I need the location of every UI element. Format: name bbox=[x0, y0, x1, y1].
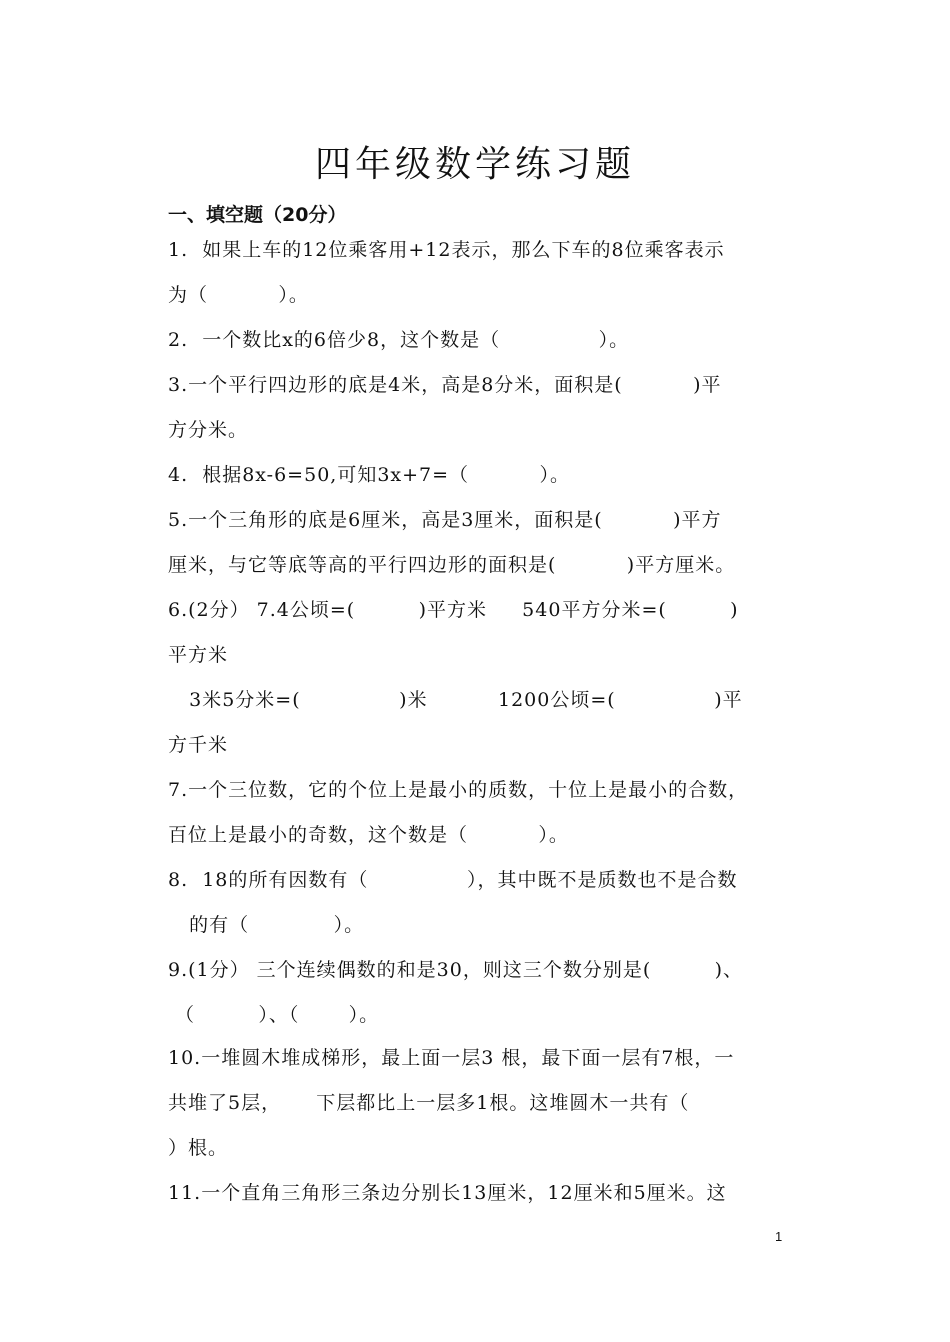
page-number: 1 bbox=[775, 1229, 783, 1244]
question-line: 3.一个平行四边形的底是4米，高是8分米，面积是( )平 bbox=[168, 374, 722, 396]
question-line: 7.一个三位数，它的个位上是最小的质数，十位上是最小的合数， bbox=[168, 779, 749, 801]
question-line: 共堆了5层， 下层都比上一层多1根。这堆圆木一共有（ bbox=[168, 1092, 690, 1114]
question-line: 4. 根据8x-6=50,可知3x+7=（ ）。 bbox=[168, 464, 570, 486]
question-line: 6.(2分） 7.4公顷=( )平方米 540平方分米=( ) bbox=[168, 599, 739, 621]
question-line: 3米5分米=( )米 1200公顷=( )平 bbox=[168, 689, 743, 711]
page-title: 四年级数学练习题 bbox=[314, 144, 635, 185]
question-line: 1. 如果上车的12位乘客用+12表示，那么下车的8位乘客表示 bbox=[168, 239, 725, 261]
question-line: 为（ ）。 bbox=[168, 284, 309, 306]
question-line: 9.(1分） 三个连续偶数的和是30，则这三个数分别是( )、 bbox=[168, 959, 744, 981]
question-line: （ ）、（ ）。 bbox=[168, 1004, 380, 1026]
question-line: 平方米 bbox=[168, 644, 229, 666]
question-line: ）根。 bbox=[168, 1137, 229, 1159]
question-line: 厘米，与它等底等高的平行四边形的面积是( )平方厘米。 bbox=[168, 554, 736, 576]
question-line: 5.一个三角形的底是6厘米，高是3厘米，面积是( )平方 bbox=[168, 509, 722, 531]
question-line: 的有（ ）。 bbox=[168, 914, 365, 936]
question-line: 方千米 bbox=[168, 734, 229, 756]
question-line: 10.一堆圆木堆成梯形，最上面一层3 根，最下面一层有7根，一 bbox=[168, 1047, 735, 1069]
question-line: 11.一个直角三角形三条边分别长13厘米，12厘米和5厘米。这 bbox=[168, 1182, 727, 1204]
question-line: 百位上是最小的奇数，这个数是（ ）。 bbox=[168, 824, 569, 846]
question-line: 2. 一个数比x的6倍少8，这个数是（ ）。 bbox=[168, 329, 630, 351]
section-heading: 一、填空题（20分） bbox=[168, 204, 347, 226]
question-line: 8. 18的所有因数有（ ），其中既不是质数也不是合数 bbox=[168, 869, 738, 891]
question-line: 方分米。 bbox=[168, 419, 249, 441]
